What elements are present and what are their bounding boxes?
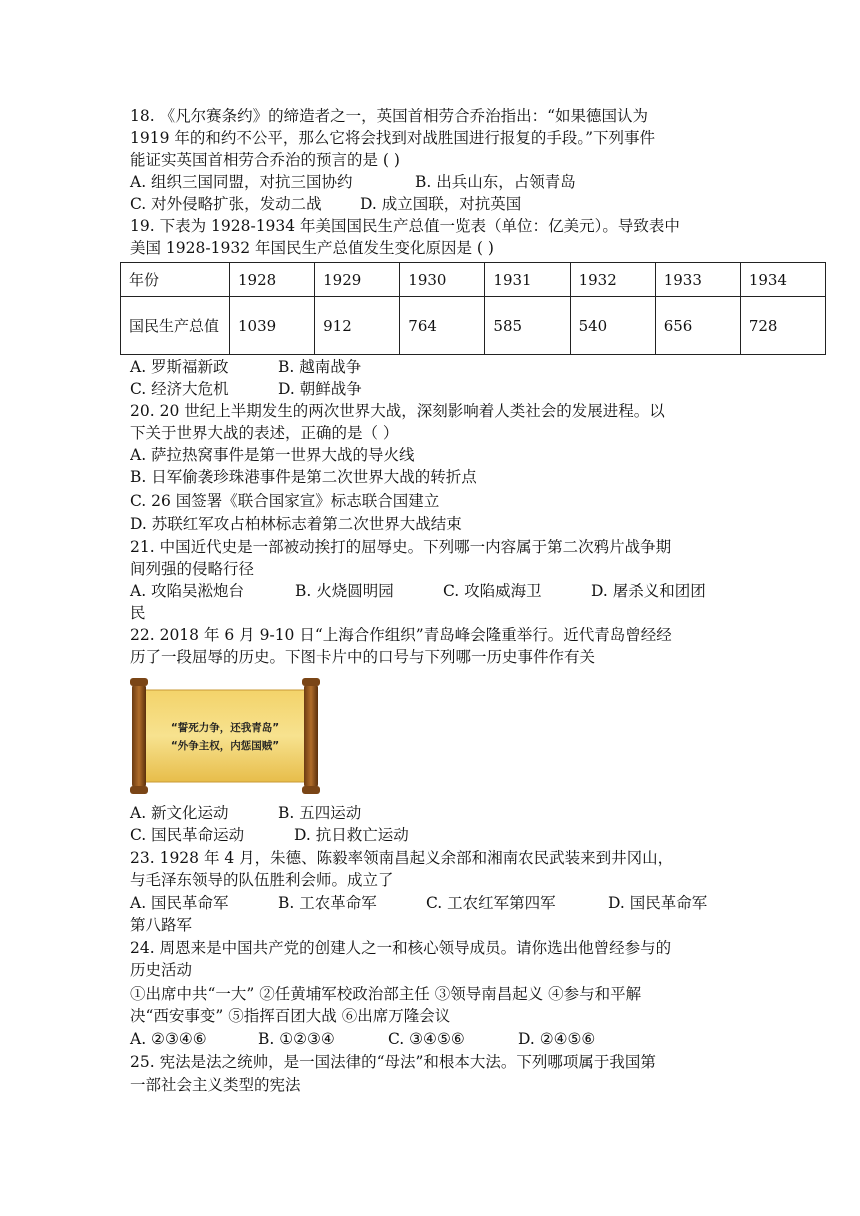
q23-option-d-wrap: 第八路军 — [130, 916, 193, 934]
table-cell-year: 1932 — [570, 263, 655, 297]
table-header-year: 年份 — [121, 263, 230, 297]
q21-option-a[interactable]: A. 攻陷吴淞炮台 — [130, 582, 245, 600]
q23-option-b[interactable]: B. 工农革命军 — [278, 894, 377, 912]
q25-stem-line-1: 25. 宪法是法之统帅，是一国法律的“母法”和根本大法。下列哪项属于我国第 — [130, 1053, 656, 1071]
q22-stem-line-1: 22. 2018 年 6 月 9-10 日“上海合作组织”青岛峰会隆重举行。近代青岛曾经经 — [130, 626, 672, 644]
q24-items-line-2: 决“西安事变” ⑤指挥百团大战 ⑥出席万隆会议 — [130, 1007, 451, 1025]
q18-option-d[interactable]: D. 成立国联，对抗英国 — [360, 195, 522, 213]
q20-option-c[interactable]: C. 26 国签署《联合国家宣》标志联合国建立 — [130, 492, 440, 510]
q18-stem-line-1: 18. 《凡尔赛条约》的缔造者之一，英国首相劳合乔治指出：“如果德国认为 — [130, 107, 649, 125]
q22-option-b[interactable]: B. 五四运动 — [278, 804, 362, 822]
table-cell-value: 912 — [315, 297, 400, 355]
q20-stem-line-2: 下关于世界大战的表述，正确的是（ ） — [130, 424, 399, 442]
q21-option-d[interactable]: D. 屠杀义和团团 — [591, 582, 706, 600]
q21-option-c[interactable]: C. 攻陷威海卫 — [443, 582, 542, 600]
table-cell-value: 1039 — [230, 297, 315, 355]
table-cell-value: 728 — [740, 297, 825, 355]
q20-option-d[interactable]: D. 苏联红军攻占柏林标志着第二次世界大战结束 — [130, 515, 462, 533]
q22-option-d[interactable]: D. 抗日救亡运动 — [294, 826, 409, 844]
q22-options-row-1 — [130, 802, 361, 824]
q18-option-b[interactable]: B. 出兵山东，占领青岛 — [415, 173, 576, 191]
q19-options-row-2 — [130, 378, 362, 400]
q24-option-a[interactable]: A. ②③④⑥ — [130, 1030, 207, 1048]
table-cell-year: 1934 — [740, 263, 825, 297]
q21-options-row — [130, 580, 706, 602]
q18-options-row-2 — [130, 193, 521, 215]
q23-option-c[interactable]: C. 工农红军第四军 — [426, 894, 556, 912]
q24-option-d[interactable]: D. ②④⑤⑥ — [518, 1030, 596, 1048]
q19-stem-line-1: 19. 下表为 1928-1934 年美国国民生产总值一览表（单位：亿美元）。导致表中 — [130, 217, 680, 235]
q25-stem-line-2: 一部社会主义类型的宪法 — [130, 1076, 301, 1094]
table-cell-value: 585 — [485, 297, 570, 355]
q23-stem-line-2: 与毛泽东领导的队伍胜利会师。成立了 — [130, 871, 394, 889]
q24-option-b[interactable]: B. ①②③④ — [258, 1030, 335, 1048]
q18-options-row-1 — [130, 171, 576, 193]
scroll-slogan-1: “誓死力争，还我青岛” — [170, 722, 280, 734]
q24-stem-line-1: 24. 周恩来是中国共产党的创建人之一和核心领导成员。请你选出他曾经参与的 — [130, 939, 672, 957]
q19-option-b[interactable]: B. 越南战争 — [278, 358, 362, 376]
q24-options-row — [130, 1028, 595, 1050]
scroll-slogan-2: “外争主权，内惩国贼” — [170, 740, 280, 752]
table-cell-value: 540 — [570, 297, 655, 355]
q20-option-a[interactable]: A. 萨拉热窝事件是第一世界大战的导火线 — [130, 446, 415, 464]
q22-option-c[interactable]: C. 国民革命运动 — [130, 826, 245, 844]
table-row-years — [121, 263, 826, 297]
scroll-graphic — [128, 676, 322, 796]
q24-items-line-1: ①出席中共“一大” ②任黄埔军校政治部主任 ③领导南昌起义 ④参与和平解 — [130, 985, 642, 1003]
q19-option-d[interactable]: D. 朝鲜战争 — [278, 380, 362, 398]
q20-stem-line-1: 20. 20 世纪上半期发生的两次世界大战，深刻影响着人类社会的发展进程。以 — [130, 402, 665, 420]
q21-option-b[interactable]: B. 火烧圆明园 — [295, 582, 394, 600]
q18-option-a[interactable]: A. 组织三国同盟，对抗三国协约 — [130, 173, 353, 191]
table-cell-year: 1931 — [485, 263, 570, 297]
table-header-gdp: 国民生产总值 — [121, 297, 230, 355]
q24-stem-line-2: 历史活动 — [130, 961, 193, 979]
q19-options-row-1 — [130, 356, 361, 378]
q21-option-d-wrap: 民 — [130, 604, 146, 622]
q20-option-b[interactable]: B. 日军偷袭珍珠港事件是第二次世界大战的转折点 — [130, 468, 477, 486]
q22-options-row-2 — [130, 824, 409, 846]
table-cell-year: 1929 — [315, 263, 400, 297]
table-cell-year: 1933 — [655, 263, 740, 297]
q19-option-c[interactable]: C. 经济大危机 — [130, 380, 229, 398]
q21-stem-line-1: 21. 中国近代史是一部被动挨打的屈辱史。下列哪一内容属于第二次鸦片战争期 — [130, 538, 672, 556]
q18-stem-line-3: 能证实英国首相劳合乔治的预言的是 ( ) — [130, 151, 400, 169]
q22-stem-line-2: 历了一段屈辱的历史。下图卡片中的口号与下列哪一历史事件作有关 — [130, 648, 596, 666]
q23-option-d[interactable]: D. 国民革命军 — [608, 894, 708, 912]
q19-stem-line-2: 美国 1928-1932 年国民生产总值发生变化原因是 ( ) — [130, 239, 494, 257]
table-cell-value: 656 — [655, 297, 740, 355]
q23-options-row — [130, 892, 707, 914]
table-cell-year: 1930 — [400, 263, 485, 297]
q19-option-a[interactable]: A. 罗斯福新政 — [130, 358, 229, 376]
q23-stem-line-1: 23. 1928 年 4 月，朱德、陈毅率领南昌起义余部和湘南农民武装来到井冈山， — [130, 849, 674, 867]
q18-option-c[interactable]: C. 对外侵略扩张，发动二战 — [130, 195, 322, 213]
q24-option-c[interactable]: C. ③④⑤⑥ — [388, 1030, 465, 1048]
q21-stem-line-2: 间列强的侵略行径 — [130, 560, 255, 578]
q18-stem-line-2: 1919 年的和约不公平，那么它将会找到对战胜国进行报复的手段。”下列事件 — [130, 129, 656, 147]
q22-option-a[interactable]: A. 新文化运动 — [130, 804, 229, 822]
slogan-scroll-image — [128, 676, 322, 796]
gdp-table — [120, 262, 826, 355]
table-row-gdp — [121, 297, 826, 355]
table-cell-year: 1928 — [230, 263, 315, 297]
q23-option-a[interactable]: A. 国民革命军 — [130, 894, 229, 912]
table-cell-value: 764 — [400, 297, 485, 355]
